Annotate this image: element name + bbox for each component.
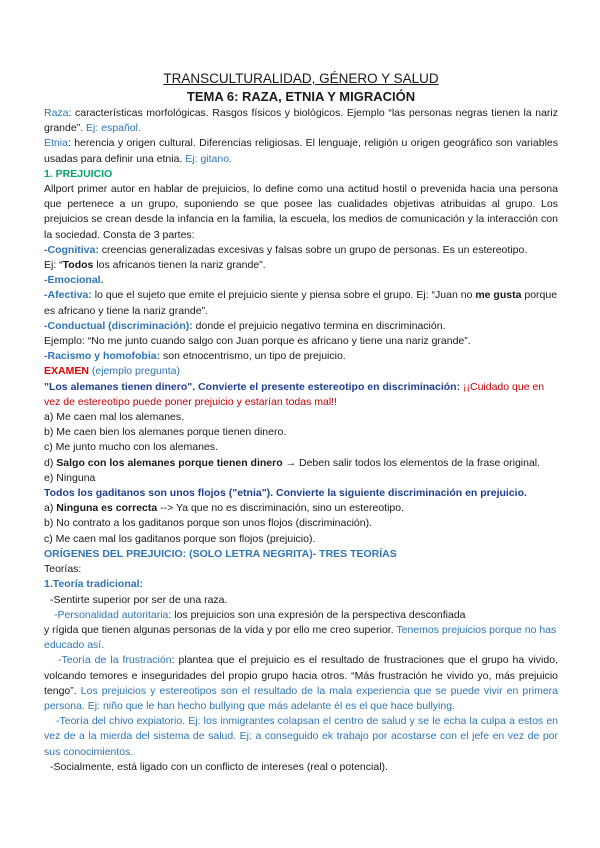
origenes-heading-text: ORÍGENES DEL PREJUICIO: (SOLO LETRA NEGRITA) [44,547,313,560]
afectiva-post: porque es africano y tiene la nariz grande”. [44,289,558,317]
option-d-post: → Deben salir todos los elementos de la frase original. [282,456,541,469]
cognitiva-example [44,258,558,273]
document-title: TRANSCULTURALIDAD, GÉNERO Y SALUD [163,71,439,86]
social-line: -Socialmente, está ligado con un conflicto de intereses (real o potencial). [50,760,388,773]
chivo-paragraph [44,714,558,760]
question-1-text: "Los alemanes tienen dinero". Convierte el presente estereotipo en discriminación: [44,380,461,393]
cognitiva-text: creencias generalizadas excesivas y falsas sobre un grupo de personas. Es un estereotipo. [98,243,528,256]
autoritaria-continuation [44,623,558,653]
afectiva-bold: me gusta [475,289,522,302]
emocional-label: -Emocional. [44,274,104,287]
chivo-text: . Ej: los inmigrantes colapsan el centro de salud y se le echa la culpa a estos en vez de a la mierda del sistema de salud. Ej: a conseguido ek trabajo por acostarse con el jefe en vez de por sus conocimientos. [44,715,559,758]
prejuicio-intro: Allport primer autor en hablar de prejuicios, lo define como una actitud hostil o prevenida hacia una persona que pertenece a un grupo, suponiendo se que posee las cualidades objetivas atribuidas al grupo. Los prejuicios se crean desde la infancia en la familia, la escuela, los medios de comunicación y la interacción con la sociedad. Consta de 3 partes: [44,183,558,241]
frustracion-note: Los prejuicios y estereotipos son el resultado de la mala experiencia que se puede vivir en primera persona. Ej: niño que le han hecho bullying que más adelante él es el que hace bullying. [44,684,558,712]
cognitiva-example-bold: Todos [62,259,94,272]
q2-option-a-bold: Ninguna es correcta [56,502,158,515]
cognitiva-line [44,243,558,258]
topic-title: TEMA 6: RAZA, ETNIA Y MIGRACIÓN [186,89,416,104]
examen-heading [44,364,558,379]
afectiva-line [44,288,558,318]
racismo-line [44,349,558,364]
question-1 [44,380,558,410]
chivo-label: -Teoría del chivo expiatorio [56,715,183,728]
superior-line: -Sentirte superior por ser de una raza. [50,593,228,606]
question-2-option-b: b) No contrato a los gaditanos porque son unos flojos (discriminación). [44,517,373,530]
cognitiva-label: -Cognitiva: [44,243,99,256]
raza-term: Raza [44,107,69,119]
examen-label: EXAMEN [44,365,89,378]
question-2-option-a [44,501,558,516]
autoritaria-text: : los prejuicios son una expresión de la perspectiva desconfiada [168,608,466,621]
question-1-option-d [44,456,558,471]
etnia-paragraph [44,136,558,166]
autoritaria-line [44,608,558,623]
frustracion-text: : plantea que el prejuicio es el resultado de frustraciones que el grupo ha vivido, volcando temores e inseguridades del propio grupo hacia otros. “Más frustración he vivido yo, más prejuicio tengo”. [44,654,558,697]
conductual-text: donde el prejuicio negativo termina en discriminación. [192,319,446,332]
conductual-line [44,319,558,334]
autoritaria-label: -Personalidad autoritaria [54,608,169,621]
afectiva-label: -Afectiva: [44,289,92,302]
raza-paragraph [44,106,558,136]
frustracion-label: -Teoría de la frustración [58,654,172,667]
question-1-option-e: e) Ninguna [44,471,96,484]
raza-definition: : características morfológicas. Rasgos físicos y biológicos. Ejemplo “las personas negras tienen la nariz grande”. [44,107,558,135]
teorias-label: Teorías: [44,563,82,576]
origenes-heading [44,547,558,562]
etnia-term: Etnia [44,137,68,150]
frustracion-paragraph [44,653,558,714]
examen-sub: (ejemplo pregunta) [88,365,180,378]
origenes-heading-tail: - TRES TEORÍAS [312,547,397,560]
question-1-option-b: b) Me caen bien los alemanes porque tienen dinero. [44,426,287,439]
question-1-option-c: c) Me junto mucho con los alemanes. [44,441,218,454]
autoritaria-note: Tenemos prejuicios porque no has educado así. [44,623,557,652]
q2-option-a-post: --> Ya que no es discriminación, sino un estereotipo. [157,502,405,515]
question-2-option-c: c) Me caen mal los gaditanos porque son flojos (prejuicio). [44,532,316,545]
prejuicio-heading: 1. PREJUICIO [44,167,113,180]
cognitiva-example-post: los africanos tienen la nariz grande”. [93,259,266,272]
etnia-definition: : herencia y origen cultural. Diferencias religiosas. El lenguaje, religión u origen geográfico son variables usadas para definir una etnia. [44,137,558,165]
q2-option-a-prefix: a) [44,502,57,515]
racismo-text: son etnocentrismo, un tipo de prejuicio. [160,350,346,363]
racismo-label: -Racismo y homofobia: [44,350,161,363]
teoria-tradicional-heading: 1.Teoría tradicional: [44,578,143,591]
cognitiva-example-pre: Ej: “ [44,259,63,272]
etnia-example: Ej: gitano. [182,152,232,165]
afectiva-text: lo que el sujeto que emite el prejuicio siente y piensa sobre el grupo. Ej: “Juan no [91,289,476,302]
conductual-example: Ejemplo: “No me junto cuando salgo con Juan porque es africano y tiene una nariz grande”. [44,335,471,348]
question-1-option-a: a) Me caen mal los alemanes. [44,411,185,424]
autoritaria-cont-text: y rígida que tienen algunas personas de la vida y por ello me creo superior. [44,623,394,636]
question-2-text: Todos los gaditanos son unos flojos ("etnia"). Convierte la siguiente discriminación en prejuicio. [44,487,527,500]
conductual-label: -Conductual (discriminación): [44,319,193,332]
option-d-prefix: d) [44,456,57,469]
question-1-warning: ¡¡Cuidado que en vez de estereotipo puede poner prejuicio y estarían todas mal!! [44,380,545,408]
raza-example: Ej: español. [83,122,141,135]
option-d-bold: Salgo con los alemanes porque tienen dinero [56,456,283,469]
